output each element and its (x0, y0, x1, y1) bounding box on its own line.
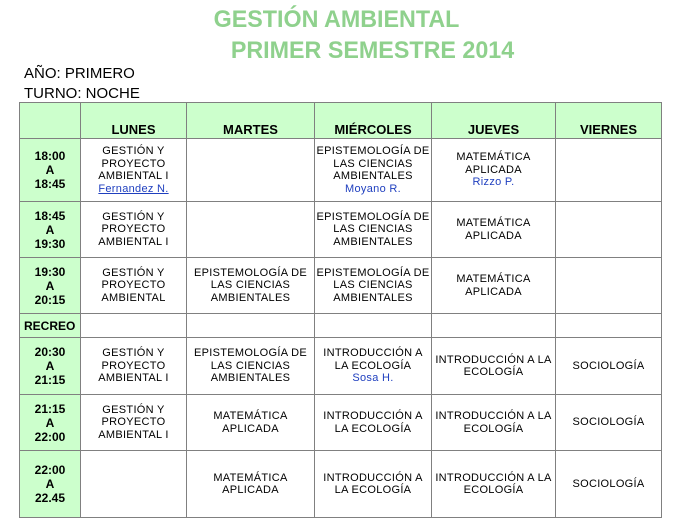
time-slot (20, 338, 81, 395)
day-header: VIERNES (556, 103, 662, 139)
time-part: 18:00 (34, 149, 66, 163)
time-slot-row (20, 395, 662, 451)
time-part: A (45, 222, 55, 237)
subject-name: SOCIOLOGÍA (572, 477, 645, 490)
subject-name: SOCIOLOGÍA (572, 416, 645, 429)
time-part: RECREO (24, 318, 76, 333)
recess-label (20, 314, 81, 338)
class-cell (315, 338, 432, 395)
subject-name: GESTIÓN Y PROYECTO AMBIENTAL I (98, 145, 169, 182)
time-part: 19:30 (34, 236, 66, 251)
class-cell (432, 139, 556, 202)
subject-name: INTRODUCCIÓN A LA ECOLOGÍA (435, 410, 552, 435)
subject-name: INTRODUCCIÓN A LA ECOLOGÍA (323, 471, 423, 496)
subject-name: MATEMÁTICA APLICADA (456, 217, 531, 242)
time-part: 18:45 (34, 177, 66, 191)
class-cell (432, 395, 556, 451)
teacher-name: Fernandez N. (98, 182, 169, 195)
time-part: A (45, 359, 55, 373)
time-part: A (45, 278, 55, 293)
class-cell (81, 258, 187, 314)
time-slot (20, 202, 81, 258)
class-cell (81, 338, 187, 395)
schedule-table (19, 102, 662, 518)
teacher-name: Sosa H. (352, 372, 394, 385)
subject-name: INTRODUCCIÓN A LA ECOLOGÍA (323, 410, 423, 435)
shift-label: TURNO: NOCHE (24, 85, 140, 102)
time-slot-row (20, 258, 662, 314)
class-cell (556, 395, 662, 451)
time-slot-row (20, 202, 662, 258)
class-cell (315, 258, 432, 314)
subject-name: EPISTEMOLOGÍA DE LAS CIENCIAS AMBIENTALES (316, 266, 430, 304)
time-slot (20, 258, 81, 314)
class-cell (556, 139, 662, 202)
subject-name: INTRODUCCIÓN A LA ECOLOGÍA (323, 347, 423, 372)
page-subtitle: PRIMER SEMESTRE 2014 (230, 37, 515, 64)
class-cell (81, 202, 187, 258)
time-part: 22:00 (34, 463, 66, 477)
subject-name: INTRODUCCIÓN A LA ECOLOGÍA (435, 471, 552, 496)
subject-name: GESTIÓN Y PROYECTO AMBIENTAL (101, 266, 166, 304)
time-part: A (45, 477, 55, 491)
time-part: 20:30 (34, 345, 66, 359)
class-cell (81, 314, 187, 338)
class-cell (187, 395, 315, 451)
day-header: MIÉRCOLES (315, 103, 432, 139)
subject-name: EPISTEMOLOGÍA DE LAS CIENCIAS AMBIENTALES (194, 266, 307, 304)
header-row (20, 103, 662, 139)
year-label: AÑO: PRIMERO (24, 65, 135, 82)
day-header: LUNES (81, 103, 187, 139)
time-part: A (45, 163, 55, 177)
subject-name: GESTIÓN Y PROYECTO AMBIENTAL I (98, 210, 169, 248)
day-header: MARTES (187, 103, 315, 139)
class-cell (432, 314, 556, 338)
page-title: GESTIÓN AMBIENTAL (213, 6, 460, 33)
recess-row (20, 314, 662, 338)
class-cell (187, 139, 315, 202)
class-cell (315, 202, 432, 258)
class-cell (432, 451, 556, 518)
subject-name: MATEMÁTICA APLICADA (213, 410, 288, 435)
class-cell (556, 451, 662, 518)
class-cell (81, 395, 187, 451)
class-cell (187, 314, 315, 338)
subject-name: GESTIÓN Y PROYECTO AMBIENTAL I (98, 347, 169, 385)
class-cell (81, 139, 187, 202)
time-slot-row (20, 139, 662, 202)
class-cell (315, 314, 432, 338)
time-slot (20, 395, 81, 451)
header-corner (20, 103, 81, 139)
class-cell (315, 395, 432, 451)
day-header: JUEVES (432, 103, 556, 139)
time-part: 18:45 (34, 208, 66, 223)
teacher-name: Moyano R. (345, 182, 401, 195)
subject-name: EPISTEMOLOGÍA DE LAS CIENCIAS AMBIENTALES (194, 347, 307, 385)
class-cell (432, 338, 556, 395)
subject-name: SOCIOLOGÍA (572, 359, 645, 372)
subject-name: GESTIÓN Y PROYECTO AMBIENTAL I (98, 403, 169, 441)
class-cell (187, 202, 315, 258)
time-part: A (45, 415, 55, 430)
class-cell (315, 139, 432, 202)
class-cell (187, 258, 315, 314)
class-cell (556, 338, 662, 395)
subject-name: MATEMÁTICA APLICADA (456, 273, 531, 298)
subject-name: MATEMÁTICA APLICADA (213, 471, 288, 496)
time-part: 22.45 (34, 491, 66, 505)
time-part: 21:15 (34, 373, 66, 387)
time-slot (20, 139, 81, 202)
class-cell (556, 314, 662, 338)
class-cell (81, 451, 187, 518)
subject-name: EPISTEMOLOGÍA DE LAS CIENCIAS AMBIENTALES (316, 210, 430, 248)
time-part: 20:15 (34, 292, 66, 307)
time-part: 21:15 (34, 401, 66, 416)
class-cell (432, 202, 556, 258)
subject-name: EPISTEMOLOGÍA DE LAS CIENCIAS AMBIENTALES (316, 145, 430, 182)
class-cell (432, 258, 556, 314)
time-part: 19:30 (34, 264, 66, 279)
class-cell (315, 451, 432, 518)
class-cell (187, 451, 315, 518)
class-cell (556, 202, 662, 258)
time-slot-row (20, 338, 662, 395)
class-cell (556, 258, 662, 314)
time-slot-row (20, 451, 662, 518)
class-cell (187, 338, 315, 395)
schedule-body (20, 139, 662, 518)
time-part: 22:00 (34, 429, 66, 444)
subject-name: MATEMÁTICA APLICADA (456, 151, 531, 176)
teacher-name: Rizzo P. (472, 176, 515, 189)
subject-name: INTRODUCCIÓN A LA ECOLOGÍA (435, 353, 552, 378)
time-slot (20, 451, 81, 518)
